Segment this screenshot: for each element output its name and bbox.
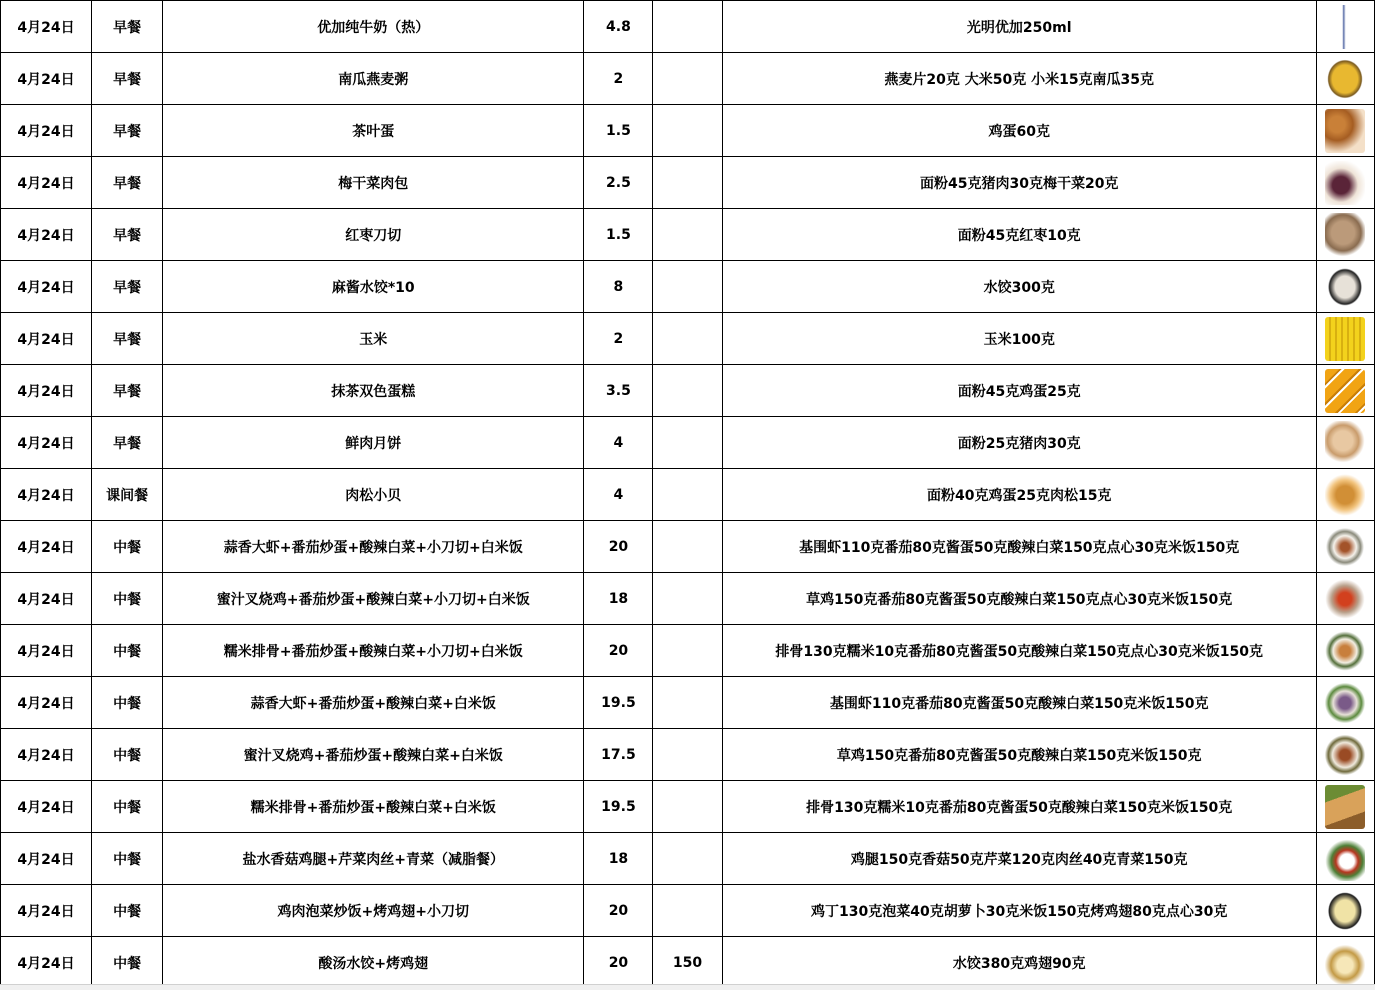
date-cell: 4月24日 [1, 1, 92, 53]
steamed-bun-icon [1325, 161, 1365, 205]
photo-cell [1316, 469, 1374, 521]
shrimp-set-meal-icon [1325, 525, 1365, 569]
extra-cell [653, 885, 722, 937]
ingredients-cell: 排骨130克糯米10克番茄80克酱蛋50克酸辣白菜150克点心30克米饭150克 [722, 625, 1316, 677]
ingredients-cell: 玉米100克 [722, 313, 1316, 365]
meal-cell: 中餐 [92, 677, 163, 729]
meal-cell: 早餐 [92, 157, 163, 209]
table-row [1, 521, 1375, 573]
pastry-icon [1325, 473, 1365, 517]
date-cell: 4月24日 [1, 157, 92, 209]
extra-cell [653, 365, 722, 417]
shrimp-plate-icon [1325, 681, 1365, 725]
price-cell: 18 [584, 833, 653, 885]
date-cell: 4月24日 [1, 729, 92, 781]
price-cell: 1.5 [584, 105, 653, 157]
price-cell: 20 [584, 625, 653, 677]
dish-cell: 抹茶双色蛋糕 [163, 365, 584, 417]
sponge-cake-icon [1325, 369, 1365, 413]
ingredients-cell: 鸡腿150克香菇50克芹菜120克肉丝40克青菜150克 [722, 833, 1316, 885]
date-cell: 4月24日 [1, 469, 92, 521]
dish-cell: 肉松小贝 [163, 469, 584, 521]
dish-cell: 蒜香大虾+番茄炒蛋+酸辣白菜+小刀切+白米饭 [163, 521, 584, 573]
date-cell: 4月24日 [1, 313, 92, 365]
extra-cell [653, 677, 722, 729]
dish-cell: 梅干菜肉包 [163, 157, 584, 209]
date-cell: 4月24日 [1, 677, 92, 729]
table-row [1, 625, 1375, 677]
dish-cell: 蒜香大虾+番茄炒蛋+酸辣白菜+白米饭 [163, 677, 584, 729]
chicken-set-meal-icon [1325, 577, 1365, 621]
meal-cell: 中餐 [92, 573, 163, 625]
photo-cell [1316, 677, 1374, 729]
dish-cell: 酸汤水饺+烤鸡翅 [163, 937, 584, 989]
rib-set-meal-icon [1325, 629, 1365, 673]
meal-cell: 中餐 [92, 729, 163, 781]
extra-cell [653, 105, 722, 157]
extra-cell [653, 521, 722, 573]
rib-plate-icon [1325, 785, 1365, 829]
price-cell: 20 [584, 885, 653, 937]
price-cell: 3.5 [584, 365, 653, 417]
photo-cell [1316, 313, 1374, 365]
date-cell: 4月24日 [1, 625, 92, 677]
table-row [1, 365, 1375, 417]
table-row [1, 677, 1375, 729]
ingredients-cell: 水饺380克鸡翅90克 [722, 937, 1316, 989]
extra-cell [653, 1, 722, 53]
dish-cell: 鸡肉泡菜炒饭+烤鸡翅+小刀切 [163, 885, 584, 937]
date-cell: 4月24日 [1, 521, 92, 573]
table-row [1, 1, 1375, 53]
ingredients-cell: 面粉40克鸡蛋25克肉松15克 [722, 469, 1316, 521]
table-row [1, 937, 1375, 989]
meal-cell: 早餐 [92, 417, 163, 469]
extra-cell [653, 157, 722, 209]
photo-cell [1316, 157, 1374, 209]
table-row [1, 53, 1375, 105]
ingredients-cell: 面粉25克猪肉30克 [722, 417, 1316, 469]
dish-cell: 茶叶蛋 [163, 105, 584, 157]
date-cell: 4月24日 [1, 209, 92, 261]
meal-cell: 中餐 [92, 937, 163, 989]
ingredients-cell: 排骨130克糯米10克番茄80克酱蛋50克酸辣白菜150克米饭150克 [722, 781, 1316, 833]
price-cell: 2.5 [584, 157, 653, 209]
ingredients-cell: 草鸡150克番茄80克酱蛋50克酸辣白菜150克点心30克米饭150克 [722, 573, 1316, 625]
menu-table-body [1, 1, 1375, 989]
tea-egg-icon [1325, 109, 1365, 153]
photo-cell [1316, 521, 1374, 573]
ingredients-cell: 面粉45克红枣10克 [722, 209, 1316, 261]
meal-cell: 课间餐 [92, 469, 163, 521]
meal-cell: 中餐 [92, 521, 163, 573]
date-cell: 4月24日 [1, 937, 92, 989]
meal-cell: 早餐 [92, 313, 163, 365]
price-cell: 19.5 [584, 677, 653, 729]
dumpling-bowl-icon [1325, 265, 1365, 309]
ingredients-cell: 草鸡150克番茄80克酱蛋50克酸辣白菜150克米饭150克 [722, 729, 1316, 781]
meal-cell: 中餐 [92, 625, 163, 677]
extra-cell [653, 469, 722, 521]
photo-cell [1316, 781, 1374, 833]
price-cell: 4.8 [584, 1, 653, 53]
photo-cell [1316, 729, 1374, 781]
milk-carton-icon [1338, 5, 1352, 49]
date-cell: 4月24日 [1, 417, 92, 469]
porridge-bowl-icon [1325, 57, 1365, 101]
price-cell: 18 [584, 573, 653, 625]
price-cell: 2 [584, 53, 653, 105]
table-row [1, 781, 1375, 833]
extra-cell [653, 625, 722, 677]
photo-cell [1316, 105, 1374, 157]
photo-cell [1316, 417, 1374, 469]
ingredients-cell: 面粉45克猪肉30克梅干菜20克 [722, 157, 1316, 209]
price-cell: 2 [584, 313, 653, 365]
meal-cell: 早餐 [92, 105, 163, 157]
dish-cell: 蜜汁叉烧鸡+番茄炒蛋+酸辣白菜+白米饭 [163, 729, 584, 781]
table-row [1, 261, 1375, 313]
date-cell: 4月24日 [1, 105, 92, 157]
price-cell: 20 [584, 937, 653, 989]
table-row [1, 417, 1375, 469]
table-row [1, 313, 1375, 365]
ingredients-cell: 鸡蛋60克 [722, 105, 1316, 157]
photo-cell [1316, 625, 1374, 677]
price-cell: 4 [584, 469, 653, 521]
extra-cell [653, 53, 722, 105]
corn-icon [1325, 317, 1365, 361]
dish-cell: 盐水香菇鸡腿+芹菜肉丝+青菜（减脂餐） [163, 833, 584, 885]
date-cell: 4月24日 [1, 365, 92, 417]
table-row [1, 469, 1375, 521]
photo-cell [1316, 53, 1374, 105]
price-cell: 17.5 [584, 729, 653, 781]
meal-cell: 早餐 [92, 1, 163, 53]
photo-cell [1316, 365, 1374, 417]
table-row [1, 833, 1375, 885]
table-row [1, 573, 1375, 625]
ingredients-cell: 基围虾110克番茄80克酱蛋50克酸辣白菜150克米饭150克 [722, 677, 1316, 729]
table-row [1, 209, 1375, 261]
dish-cell: 糯米排骨+番茄炒蛋+酸辣白菜+白米饭 [163, 781, 584, 833]
photo-cell [1316, 885, 1374, 937]
ingredients-cell: 水饺300克 [722, 261, 1316, 313]
extra-cell [653, 729, 722, 781]
extra-cell [653, 209, 722, 261]
photo-cell [1316, 937, 1374, 989]
date-cell: 4月24日 [1, 885, 92, 937]
meal-cell: 早餐 [92, 261, 163, 313]
dish-cell: 麻酱水饺*10 [163, 261, 584, 313]
price-cell: 20 [584, 521, 653, 573]
diet-meal-icon [1325, 837, 1365, 881]
extra-cell [653, 261, 722, 313]
extra-cell [653, 417, 722, 469]
meal-cell: 早餐 [92, 209, 163, 261]
date-cell: 4月24日 [1, 573, 92, 625]
ingredients-cell: 光明优加250ml [722, 1, 1316, 53]
table-row [1, 885, 1375, 937]
photo-cell [1316, 261, 1374, 313]
dish-cell: 红枣刀切 [163, 209, 584, 261]
extra-cell [653, 833, 722, 885]
table-row [1, 729, 1375, 781]
dish-cell: 优加纯牛奶（热） [163, 1, 584, 53]
dish-cell: 糯米排骨+番茄炒蛋+酸辣白菜+小刀切+白米饭 [163, 625, 584, 677]
fried-rice-icon [1325, 889, 1365, 933]
date-bread-icon [1325, 213, 1365, 257]
dish-cell: 鲜肉月饼 [163, 417, 584, 469]
meal-cell: 中餐 [92, 885, 163, 937]
extra-cell [653, 313, 722, 365]
horizontal-scrollbar[interactable] [0, 984, 1375, 990]
dish-cell: 蜜汁叉烧鸡+番茄炒蛋+酸辣白菜+小刀切+白米饭 [163, 573, 584, 625]
price-cell: 19.5 [584, 781, 653, 833]
meal-cell: 早餐 [92, 365, 163, 417]
table-row [1, 157, 1375, 209]
ingredients-cell: 面粉45克鸡蛋25克 [722, 365, 1316, 417]
extra-cell [653, 781, 722, 833]
date-cell: 4月24日 [1, 261, 92, 313]
photo-cell [1316, 209, 1374, 261]
price-cell: 4 [584, 417, 653, 469]
dish-cell: 玉米 [163, 313, 584, 365]
chicken-plate-icon [1325, 733, 1365, 777]
extra-cell [653, 573, 722, 625]
dish-cell: 南瓜燕麦粥 [163, 53, 584, 105]
sour-soup-dumpling-icon [1325, 941, 1365, 985]
date-cell: 4月24日 [1, 53, 92, 105]
photo-cell [1316, 833, 1374, 885]
mooncake-icon [1325, 421, 1365, 465]
photo-cell [1316, 1, 1374, 53]
photo-cell [1316, 573, 1374, 625]
price-cell: 1.5 [584, 209, 653, 261]
price-cell: 8 [584, 261, 653, 313]
date-cell: 4月24日 [1, 781, 92, 833]
extra-cell: 150 [653, 937, 722, 989]
ingredients-cell: 基围虾110克番茄80克酱蛋50克酸辣白菜150克点心30克米饭150克 [722, 521, 1316, 573]
date-cell: 4月24日 [1, 833, 92, 885]
ingredients-cell: 燕麦片20克 大米50克 小米15克南瓜35克 [722, 53, 1316, 105]
ingredients-cell: 鸡丁130克泡菜40克胡萝卜30克米饭150克烤鸡翅80克点心30克 [722, 885, 1316, 937]
meal-cell: 中餐 [92, 781, 163, 833]
table-row [1, 105, 1375, 157]
meal-cell: 早餐 [92, 53, 163, 105]
meal-cell: 中餐 [92, 833, 163, 885]
